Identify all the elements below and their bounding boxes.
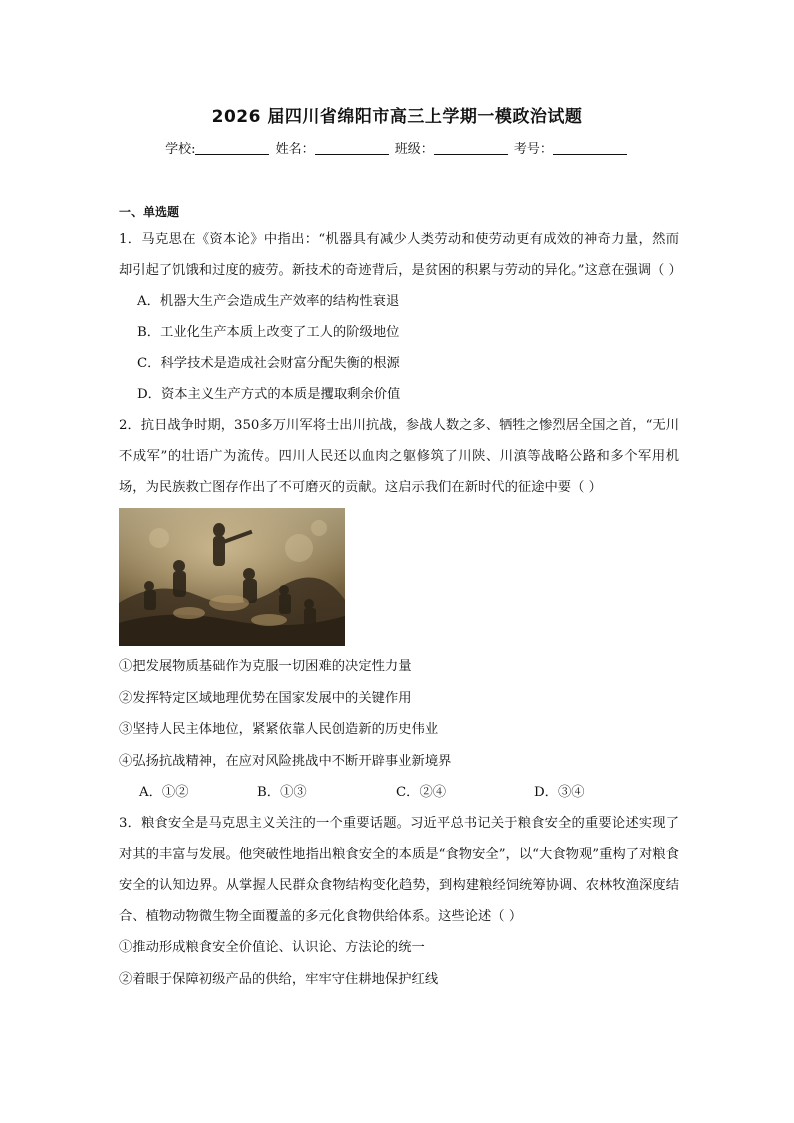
school-label: 学校: <box>165 142 196 157</box>
questions-content <box>119 224 682 995</box>
page-title: 2026 届四川省绵阳市高三上学期一模政治试题 <box>211 107 583 127</box>
question-2-statement-4: ④弘扬抗战精神，在应对风险挑战中不断开辟事业新境界 <box>119 753 452 769</box>
question-1-stem: 1．马克思在《资本论》中指出：“机器具有减少人类劳动和使劳动更有成效的神奇力量，然而却引起了饥饿和过度的疲劳。新技术的奇迹背后，是贫困的积累与劳动的异化。”这意在强调（ ） <box>119 232 682 278</box>
question-2-choices <box>119 777 679 808</box>
question-2-choice-b[interactable]: B．①③ <box>257 785 307 800</box>
question-3-stem: 3．粮食安全是马克思主义关注的一个重要话题。习近平总书记关于粮食安全的重要论述实现了对其的丰富与发展。他突破性地指出粮食安全的本质是“食物安全”，以“大食物观”重构了对粮食安全的认知边界。从掌握人民群众食物结构变化趋势，到构建粮经饲统筹协调、农林牧渔深度结合、植物动物微生物全面覆盖的多元化食物供给体系。这些论述（ ） <box>119 816 679 924</box>
question-1-option-c[interactable]: C．科学技术是造成社会财富分配失衡的根源 <box>137 356 400 371</box>
question-2-statement-1: ①把发展物质基础作为克服一切困难的决定性力量 <box>119 659 412 674</box>
name-blank[interactable] <box>315 141 389 155</box>
name-label: 姓名： <box>275 142 315 157</box>
class-blank[interactable] <box>434 141 508 155</box>
question-1-option-d[interactable]: D．资本主义生产方式的本质是攫取剩余价值 <box>137 387 401 402</box>
school-blank[interactable] <box>195 141 269 155</box>
question-2-stem: 2．抗日战争时期，350多万川军将士出川抗战，参战人数之多、牺牲之惨烈居全国之首，“无川不成军”的壮语广为流传。四川人民还以血肉之躯修筑了川陕、川滇等战略公路和多个军用机场，为民族救亡图存作出了不可磨灭的贡献。这启示我们在新时代的征途中要（ ） <box>119 418 679 495</box>
question-1-option-b[interactable]: B．工业化生产本质上改变了工人的阶级地位 <box>137 325 400 340</box>
question-2-statement-2: ②发挥特定区域地理优势在国家发展中的关键作用 <box>119 690 412 706</box>
question-2-choice-a[interactable]: A．①② <box>139 785 189 800</box>
question-3-statement-1: ①推动形成粮食安全价值论、认识论、方法论的统一 <box>119 940 425 955</box>
painting-illustration <box>119 508 345 646</box>
class-label: 班级： <box>394 142 434 157</box>
exam-no-blank[interactable] <box>553 141 627 155</box>
section-title: 一、单选题 <box>119 205 180 219</box>
student-info-line <box>0 138 794 157</box>
exam-no-label: 考号： <box>513 142 553 157</box>
question-3-statement-2: ②着眼于保障初级产品的供给，牢牢守住耕地保护红线 <box>119 971 439 987</box>
question-2-statement-3: ③坚持人民主体地位，紧紧依靠人民创造新的历史伟业 <box>119 722 439 737</box>
question-2-choice-c[interactable]: C．②④ <box>396 785 447 800</box>
question-1-option-a[interactable]: A．机器大生产会造成生产效率的结构性衰退 <box>137 294 400 309</box>
question-2-choice-d[interactable]: D．③④ <box>534 785 585 800</box>
war-painting-image <box>119 508 345 646</box>
